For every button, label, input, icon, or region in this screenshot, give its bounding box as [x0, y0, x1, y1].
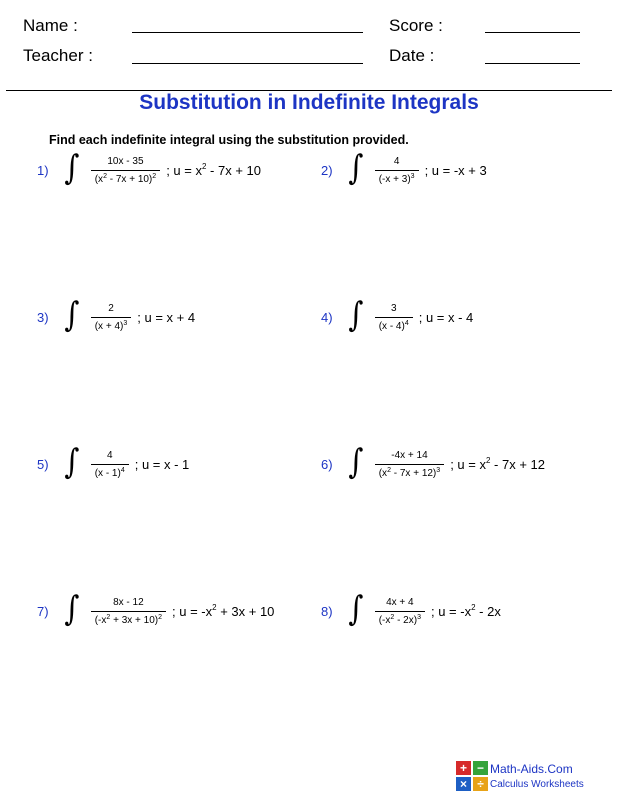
integrand-fraction [91, 597, 166, 626]
problem-number: 3) [37, 309, 49, 325]
problem-1 [37, 140, 261, 200]
integrand-fraction [375, 303, 413, 332]
problem-number: 2) [321, 162, 333, 178]
integrand-fraction [91, 303, 132, 332]
substitution: ; u = x - 4 [418, 309, 474, 325]
plus-icon: + [456, 761, 471, 775]
math-aids-logo-icon [456, 761, 490, 793]
denominator: $(-x^2 - 2x)^3$ [375, 611, 425, 626]
problem-number: 6) [321, 456, 333, 472]
numerator: 3 [390, 302, 397, 314]
times-icon: × [456, 777, 471, 791]
divide-icon: ÷ [473, 777, 488, 791]
denominator: (x - 1)$^4$ [91, 464, 129, 479]
integral-sign-icon: ∫ [348, 589, 364, 629]
integrand-fraction [375, 156, 419, 185]
integral-sign-icon: ∫ [64, 442, 80, 482]
score-line[interactable] [485, 32, 580, 33]
problem-number: 5) [37, 456, 49, 472]
integrand-fraction [375, 597, 425, 626]
substitution: ; u = x + 4 [137, 309, 196, 325]
problem-6 [321, 434, 545, 494]
page-title: Substitution in Indefinite Integrals [139, 91, 479, 114]
denominator: $(x + 4)^3$ [91, 317, 132, 332]
integral-sign-icon: ∫ [348, 148, 364, 188]
substitution: ; $u = x^2 - 7x + 10$ [166, 161, 261, 178]
brand-subtitle: Calculus Worksheets [490, 779, 584, 790]
denominator: (x - 4)$^4$ [375, 317, 413, 332]
integral-sign-icon: ∫ [64, 295, 80, 335]
problem-7 [37, 581, 274, 641]
numerator: -4x + 14 [391, 449, 428, 461]
problem-number: 4) [321, 309, 333, 325]
numerator: 10x - 35 [107, 155, 144, 167]
numerator: 4 [393, 155, 400, 167]
instructions: Find each indefinite integral using the substitution provided. [49, 133, 409, 147]
numerator: 2 [108, 302, 114, 314]
problem-3 [37, 287, 195, 347]
denominator: $(-x + 3)^3$ [375, 170, 419, 185]
problem-4 [321, 287, 473, 347]
integral-sign-icon: ∫ [348, 295, 364, 335]
integrand-fraction [375, 450, 444, 479]
date-label: Date : [389, 46, 435, 65]
problem-2 [321, 140, 487, 200]
teacher-label: Teacher : [23, 46, 93, 65]
problem-number: 7) [37, 603, 49, 619]
integral-sign-icon: ∫ [64, 589, 80, 629]
teacher-line[interactable] [132, 63, 363, 64]
substitution: ; u = -x + 3 [424, 162, 487, 178]
integrand-fraction [91, 156, 160, 185]
substitution: ; $u = -x^2 + 3x + 10$ [172, 602, 275, 619]
substitution: ; u = x - 1 [134, 456, 190, 472]
problem-5 [37, 434, 189, 494]
problem-8 [321, 581, 501, 641]
substitution: ; $u = x^2 - 7x + 12$ [450, 455, 545, 472]
integral-sign-icon: ∫ [64, 148, 80, 188]
minus-icon: − [473, 761, 488, 775]
problem-number: 8) [321, 603, 333, 619]
brand-name[interactable]: Math-Aids.Com [490, 762, 573, 776]
numerator: 4x + 4 [386, 596, 414, 608]
numerator: 4 [106, 449, 113, 461]
numerator: 8x - 12 [113, 596, 144, 608]
date-line[interactable] [485, 63, 580, 64]
denominator: $(-x^2 + 3x + 10)^2$ [91, 611, 166, 626]
integrand-fraction [91, 450, 129, 479]
integral-sign-icon: ∫ [348, 442, 364, 482]
denominator: $(x^2 - 7x + 10)^2$ [91, 170, 160, 185]
score-label: Score : [389, 16, 443, 35]
name-line[interactable] [132, 32, 363, 33]
problem-number: 1) [37, 162, 49, 178]
denominator: $(x^2 - 7x + 12)^3$ [375, 464, 444, 479]
name-label: Name : [23, 16, 78, 35]
substitution: ; $u = -x^2 - 2x$ [430, 602, 501, 619]
